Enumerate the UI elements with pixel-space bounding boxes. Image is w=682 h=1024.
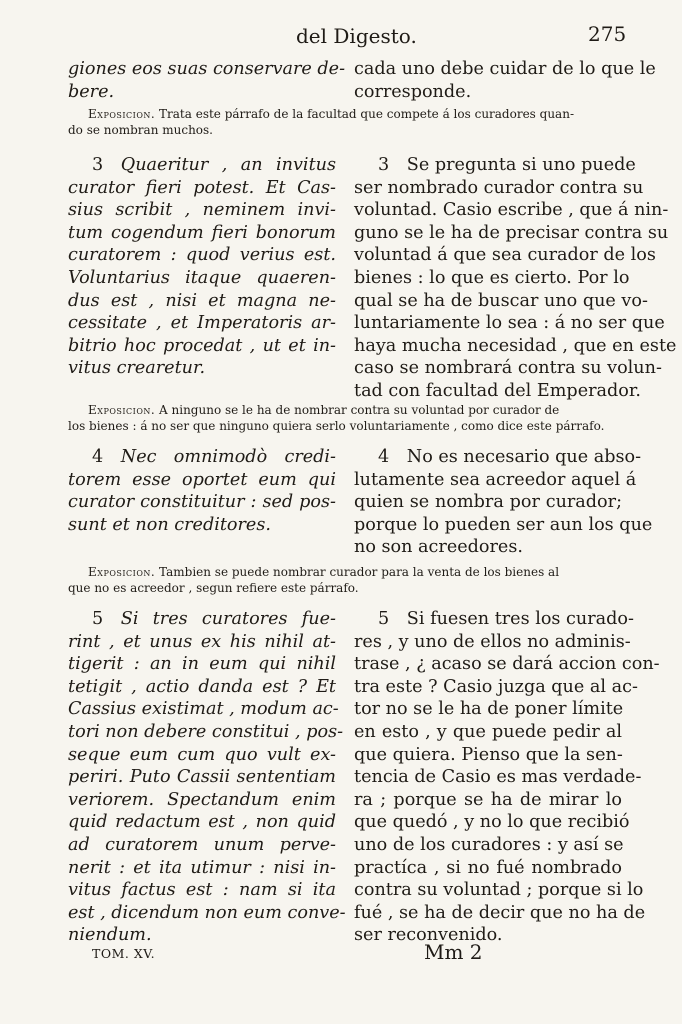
text-line <box>354 902 646 925</box>
exposition-text: Tambien se puede nombrar curador para la venta de los bienes al <box>159 565 560 579</box>
paragraph-number: 3 <box>378 155 390 175</box>
text-line <box>68 789 336 812</box>
exposition-line <box>68 418 620 434</box>
line-text: Quaeritur , an invitus <box>120 155 336 175</box>
text-line <box>68 902 346 925</box>
line-text: uno de los curadores : y así se <box>354 834 624 855</box>
text-line <box>354 380 641 403</box>
line-text: bere. <box>68 81 115 102</box>
text-line <box>68 698 339 721</box>
line-text: periri. Puto Cassii sententiam <box>68 767 336 788</box>
exposition-label: Exposicion. <box>88 565 156 579</box>
text-line <box>354 698 622 721</box>
text-line <box>68 58 346 81</box>
text-line <box>68 631 336 654</box>
latin-paragraph-3 <box>68 154 336 380</box>
text-line <box>354 721 622 744</box>
line-text: niendum. <box>68 925 152 946</box>
text-line <box>354 469 637 492</box>
line-text: Voluntarius itaque quaeren- <box>68 267 336 288</box>
line-text: que quiera. Pienso que la sen- <box>354 744 623 765</box>
text-line <box>354 491 622 514</box>
text-line <box>354 608 634 631</box>
line-text: seque eum cum quo vult ex- <box>68 744 336 765</box>
gathering-mark: Mm 2 <box>424 940 483 964</box>
text-line <box>68 744 336 767</box>
line-text: corresponde. <box>354 81 472 102</box>
text-line <box>68 177 336 200</box>
line-text: vitus crearetur. <box>68 358 206 379</box>
text-line <box>354 514 653 537</box>
line-text: curatorem : quod verius est. <box>68 245 336 266</box>
line-text: caso se nombrará contra su volun- <box>354 358 662 379</box>
line-text: vitus factus est : nam si ita <box>68 880 336 901</box>
line-text: ser reconvenido. <box>354 925 503 946</box>
line-text: practíca , si no fué nombrado <box>354 857 622 878</box>
line-text: que quedó , y no lo que recibió <box>354 812 630 833</box>
line-text: quien se nombra por curador; <box>354 492 622 513</box>
line-text: bienes : lo que es cierto. Por lo <box>354 267 630 288</box>
text-line <box>354 154 636 177</box>
line-text: no son acreedores. <box>354 537 523 558</box>
latin-paragraph-4 <box>68 446 336 536</box>
text-line <box>354 834 622 857</box>
text-line <box>354 879 644 902</box>
text-line <box>354 676 638 699</box>
text-line <box>68 514 336 537</box>
line-text: ser nombrado curador contra su <box>354 177 644 198</box>
text-line <box>68 335 336 358</box>
exposition-line <box>68 402 620 418</box>
text-line <box>68 857 336 880</box>
line-text: Si tres curatores fue- <box>120 609 336 629</box>
text-line <box>354 177 644 200</box>
text-line <box>354 536 622 559</box>
running-title: del Digesto. <box>296 24 417 48</box>
line-text: quid redactum est , non quid <box>68 812 336 833</box>
text-line <box>68 312 336 335</box>
text-line <box>68 676 336 699</box>
exposition-label: Exposicion. <box>88 403 156 417</box>
line-text: qual se ha de buscar uno que vo- <box>354 290 648 311</box>
text-line <box>354 81 622 104</box>
text-line <box>68 491 336 514</box>
exposition-3 <box>68 402 620 434</box>
paragraph-number: 4 <box>378 447 390 467</box>
latin-paragraph-5 <box>68 608 346 947</box>
exposition-text: Trata este párrafo de la facultad que compete á los curadores quan- <box>159 107 574 121</box>
text-line <box>68 834 336 857</box>
exposition-text: que no es acreedor , segun refiere este párrafo. <box>68 581 359 595</box>
line-text: tetigit , actio danda est ? Et <box>68 676 336 697</box>
exposition-line <box>68 580 620 596</box>
text-line <box>68 81 336 104</box>
exposition-text: A ninguno se le ha de nombrar contra su voluntad por curador de <box>159 403 560 417</box>
paragraph-number: 5 <box>92 609 104 629</box>
text-line <box>354 744 622 767</box>
line-text: cessitate , et Imperatoris ar- <box>68 313 336 334</box>
line-text: ad curatorem unum perve- <box>68 834 336 855</box>
line-text: rint , et unus ex his nihil at- <box>68 631 336 652</box>
text-line <box>68 446 336 469</box>
text-line <box>354 267 630 290</box>
exposition-text: do se nombran muchos. <box>68 123 213 137</box>
text-line <box>68 199 336 222</box>
line-text: en esto , y que puede pedir al <box>354 721 622 742</box>
line-text: nerit : et ita utimur : nisi in- <box>68 857 336 878</box>
text-line <box>68 357 336 380</box>
line-text: ra ; porque se ha de mirar lo <box>354 789 622 810</box>
text-line <box>68 222 336 245</box>
exposition-line <box>68 564 620 580</box>
line-text: Nec omnimodò credi- <box>120 447 336 467</box>
line-text: torem esse oportet eum qui <box>68 469 336 490</box>
line-text: Cassius existimat , modum ac- <box>68 699 339 720</box>
text-line <box>354 222 669 245</box>
text-line <box>354 312 665 335</box>
text-line <box>354 653 660 676</box>
line-text: cada uno debe cuidar de lo que le <box>354 59 656 79</box>
line-text: tra este ? Casio juzga que al ac- <box>354 676 638 697</box>
text-line <box>354 244 656 267</box>
text-line <box>354 631 631 654</box>
paragraph-number: 4 <box>92 447 104 467</box>
text-line <box>68 469 336 492</box>
spanish-paragraph-5 <box>354 608 660 947</box>
page-number: 275 <box>588 22 627 46</box>
exposition-line <box>68 122 620 138</box>
line-text: haya mucha necesidad , que en este <box>354 335 677 356</box>
text-line <box>68 766 336 789</box>
line-text: sunt et non creditores. <box>68 514 271 535</box>
line-text: tencia de Casio es mas verdade- <box>354 767 642 788</box>
text-line <box>68 879 336 902</box>
text-line <box>68 267 336 290</box>
text-line <box>354 199 669 222</box>
text-line <box>68 608 336 631</box>
spanish-paragraph-4 <box>354 446 653 559</box>
line-text: voluntad á que sea curador de los <box>354 245 656 266</box>
exposition-line <box>68 106 620 122</box>
line-text: curator fieri potest. Et Cas- <box>68 177 336 198</box>
text-line <box>68 924 336 947</box>
line-text: contra su voluntad ; porque si lo <box>354 880 644 901</box>
line-text: tum cogendum fieri bonorum <box>68 222 336 243</box>
spanish-paragraph-3 <box>354 154 677 403</box>
exposition-label: Exposicion. <box>88 107 156 121</box>
text-line <box>68 290 336 313</box>
text-line <box>354 290 648 313</box>
text-line <box>354 446 642 469</box>
text-line <box>68 721 344 744</box>
text-line <box>354 789 622 812</box>
text-line <box>68 244 336 267</box>
line-text: lutamente sea acreedor aquel á <box>354 469 637 490</box>
exposition-4 <box>68 564 620 596</box>
line-text: curator constituitur : sed pos- <box>68 492 336 513</box>
text-line <box>354 811 630 834</box>
paragraph-number: 5 <box>378 609 390 629</box>
text-line <box>68 154 336 177</box>
text-line <box>68 653 336 676</box>
line-text: tor no se le ha de poner límite <box>354 699 624 720</box>
line-text: luntariamente lo sea : á no ser que <box>354 313 665 334</box>
line-text: porque lo pueden ser aun los que <box>354 514 653 535</box>
text-line <box>354 766 642 789</box>
line-text: fué , se ha de decir que no ha de <box>354 902 646 923</box>
volume-signature: TOM. XV. <box>92 946 156 961</box>
text-line <box>354 924 622 947</box>
spanish-continuation <box>354 58 656 103</box>
exposition-text: los bienes : á no ser que ninguno quiera serlo voluntariamente , como dice este párrafo. <box>68 419 605 433</box>
line-text: tad con facultad del Emperador. <box>354 380 641 401</box>
line-text: tori non debere constitui , pos- <box>68 721 344 742</box>
text-line <box>354 857 622 880</box>
text-line <box>354 357 662 380</box>
line-text: dus est , nisi et magna ne- <box>68 290 336 311</box>
exposition-1 <box>68 106 620 138</box>
line-text: tigerit : an in eum qui nihil <box>68 654 336 675</box>
text-line <box>354 58 656 81</box>
line-text: sius scribit , neminem invi- <box>68 200 336 221</box>
latin-continuation <box>68 58 346 103</box>
line-text: voluntad. Casio escribe , que á nin- <box>354 200 669 221</box>
paragraph-number: 3 <box>92 155 104 175</box>
line-text: est , dicendum non eum conve- <box>68 902 346 923</box>
line-text: trase , ¿ acaso se dará accion con- <box>354 654 660 675</box>
line-text: No es necesario que abso- <box>406 447 642 467</box>
line-text: veriorem. Spectandum enim <box>68 789 336 810</box>
line-text: guno se le ha de precisar contra su <box>354 222 669 243</box>
line-text: giones eos suas conservare de- <box>68 59 346 79</box>
text-line <box>354 335 677 358</box>
line-text: bitrio hoc procedat , ut et in- <box>68 335 336 356</box>
text-line <box>68 811 336 834</box>
line-text: Si fuesen tres los curado- <box>406 609 634 629</box>
line-text: Se pregunta si uno puede <box>406 155 636 175</box>
line-text: res , y uno de ellos no adminis- <box>354 631 631 652</box>
